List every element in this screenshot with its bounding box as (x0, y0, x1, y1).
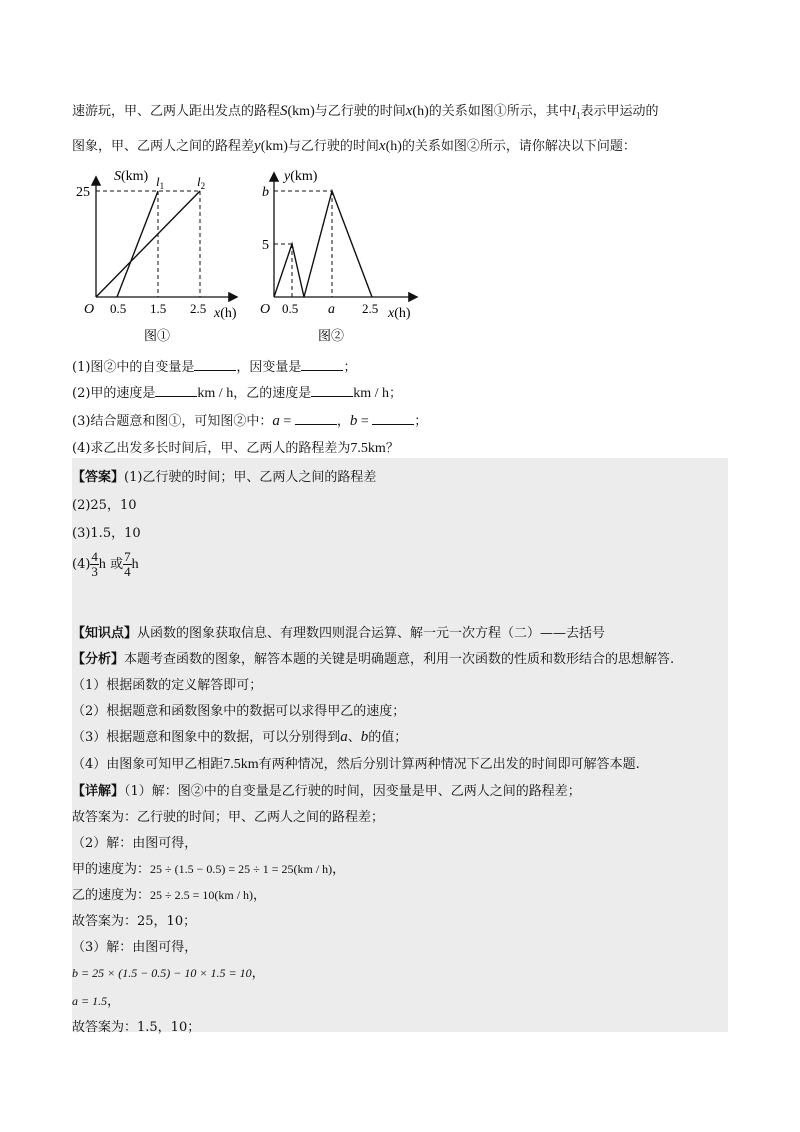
var-s: S (280, 103, 288, 119)
fig2-tick-05: 0.5 (282, 301, 299, 316)
q3-text: ， (336, 414, 350, 429)
var-y: y (254, 138, 261, 154)
q1-text: ，因变量是 (236, 360, 302, 375)
analysis-text: （3）根据题意和图象中的数据，可以分别得到 (72, 730, 341, 745)
distance-value: 7.5km (223, 757, 259, 772)
analysis-text: 有两种情况，然后分别计算两种情况下乙出发的时间即可解答本题. (258, 757, 640, 772)
answer-4-prefix: (4) (72, 557, 91, 572)
detail-line-4 (72, 858, 345, 877)
analysis-text: 的值； (368, 730, 408, 745)
fraction-4-3 (90, 550, 99, 579)
detail-text: ， (251, 966, 265, 981)
answer-1: (1)乙行驶的时间；甲、乙两人之间的路程差 (124, 470, 377, 485)
intro-line-2 (72, 135, 636, 155)
answer-2: (2)25，10 (72, 498, 137, 513)
intro-text: 与乙行驶的时间 (287, 139, 379, 154)
answer-blank (295, 412, 337, 425)
formula-speed-b: 25 ÷ 2.5 = 10(km / h) (150, 888, 254, 902)
q3-text: (3)结合题意和图①，可知图②中： (72, 414, 273, 429)
intro-text: 与乙行驶的时间 (314, 104, 406, 119)
q3-text: ； (414, 414, 428, 429)
answer-3: (3)1.5，10 (72, 526, 141, 541)
fig1-label-l2: $l_2$ (197, 174, 206, 191)
denominator: 4 (124, 564, 131, 579)
analysis-line (72, 648, 674, 667)
fig2-xlabel: x(h) (388, 306, 411, 321)
fig1-xlabel: x(h) (214, 306, 237, 321)
equals-sign: = (279, 414, 295, 429)
equals-sign: = (357, 414, 373, 429)
answer-blank (311, 384, 353, 397)
q4-text: (4)求乙出发多长时间后，甲、乙两人的路程差为 (72, 441, 351, 456)
question-2 (72, 382, 402, 402)
unit-h: h (98, 557, 106, 572)
question-3 (72, 410, 427, 430)
intro-text: 的关系如图①所示，其中 (428, 104, 572, 119)
analysis-label: 【分析】 (72, 652, 125, 667)
question-1 (72, 356, 356, 375)
unit-h: (h) (385, 139, 402, 154)
distance-value: 7.5km (350, 441, 386, 456)
detail-line-3: （2）解：由图可得， (72, 836, 198, 851)
var-b: b (360, 729, 369, 745)
detail-line-8 (72, 962, 265, 981)
question-4 (72, 437, 399, 457)
figure-1 (74, 166, 254, 346)
fig2-ylabel: y(km) (284, 169, 318, 184)
detail-line-7: （3）解：由图可得， (72, 940, 198, 955)
unit-h: (h) (412, 104, 429, 119)
detail-text: 甲的速度为： (72, 862, 151, 877)
q4-text: ？ (385, 441, 399, 456)
q1-text: (1)图②中的自变量是 (72, 360, 195, 375)
answer-blank (301, 358, 343, 371)
detail-line-1 (72, 780, 581, 799)
fig1-ylabel: S(km) (114, 169, 149, 184)
fig2-caption: 图② (318, 329, 345, 344)
formula-a: a = 1.5 (72, 994, 108, 1008)
analysis-point-4 (72, 753, 640, 773)
var-l1-sub: 1 (575, 110, 581, 121)
fig1-tick-25: 25 (76, 185, 90, 200)
answer-blank (372, 412, 414, 425)
intro-text: 表示甲运动的 (580, 104, 659, 119)
denominator: 3 (91, 564, 98, 579)
fraction-7-4 (123, 550, 132, 579)
detail-label: 【详解】 (72, 784, 125, 799)
formula-speed-a: 25 ÷ (1.5 − 0.5) = 25 ÷ 1 = 25(km / h) (150, 862, 333, 876)
separator: 、 (347, 730, 361, 745)
fig1-label-l1: $l_1$ (156, 174, 165, 191)
analysis-point-3 (72, 726, 407, 746)
detail-line-2: 故答案为：乙行驶的时间；甲、乙两人之间的路程差； (72, 810, 385, 825)
fig2-tick-a: a (328, 302, 335, 317)
analysis-text: 本题考查函数的图象，解答本题的关键是明确题意，利用一次函数的性质和数形结合的思想解答. (124, 652, 675, 667)
var-a: a (340, 729, 348, 745)
q2-text: ； (389, 386, 403, 401)
unit-h: h (131, 557, 139, 572)
answer-blank (155, 384, 197, 397)
knowledge-text: 从函数的图象获取信息、有理数四则混合运算、解一元一次方程（二）——去括号 (137, 626, 606, 641)
var-b: b (349, 413, 358, 429)
detail-text: （1）解：图②中的自变量是乙行驶的时间，因变量是甲、乙两人之间的路程差； (124, 784, 581, 799)
analysis-point-1: （1）根据函数的定义解答即可； (72, 678, 263, 693)
fig2-tick-25: 2.5 (362, 301, 379, 316)
detail-line-5 (72, 884, 266, 903)
fig2-tick-5: 5 (262, 238, 269, 253)
fig1-line-l1 (117, 191, 158, 297)
q1-text: ； (343, 360, 357, 375)
var-x: x (405, 103, 413, 119)
detail-text: ， (332, 862, 346, 877)
intro-text: 速游玩，甲、乙两人距出发点的路程 (72, 104, 281, 119)
numerator: 7 (124, 549, 131, 564)
unit-km: (km) (287, 104, 315, 119)
var-a: a (272, 413, 280, 429)
answer-4 (72, 550, 139, 579)
intro-text: 的关系如图②所示，请你解决以下问题： (401, 139, 636, 154)
detail-text: 乙的速度为： (72, 888, 151, 903)
unit-speed: km / h (197, 386, 234, 401)
answer-blank (194, 358, 236, 371)
fig1-tick-25x: 2.5 (190, 301, 207, 316)
formula-b: b = 25 × (1.5 − 0.5) − 10 × 1.5 = 10 (72, 966, 252, 980)
answer-line-1 (72, 466, 376, 485)
fig2-tick-b: b (262, 185, 269, 200)
fig2-origin: O (260, 302, 271, 317)
knowledge-label: 【知识点】 (72, 626, 138, 641)
detail-line-10: 故答案为：1.5，10； (72, 1020, 201, 1035)
fig1-origin: O (84, 302, 95, 317)
fig1-caption: 图① (144, 329, 171, 344)
analysis-text: （4）由图象可知甲乙相距 (72, 757, 224, 772)
fig1-tick-05: 0.5 (110, 301, 127, 316)
q2-text: (2)甲的速度是 (72, 386, 156, 401)
unit-speed: km / h (353, 386, 389, 401)
q2-text: ，乙的速度是 (233, 386, 312, 401)
fig1-line-l2 (96, 191, 200, 297)
var-x: x (378, 138, 386, 154)
detail-line-9 (72, 990, 120, 1009)
fig1-tick-15: 1.5 (150, 301, 167, 316)
detail-line-6: 故答案为：25，10； (72, 914, 197, 929)
knowledge-line (72, 622, 605, 641)
detail-text: ， (107, 994, 121, 1009)
intro-line-1 (72, 100, 658, 121)
answer-label: 【答案】 (72, 470, 125, 485)
detail-text: ， (253, 888, 267, 903)
numerator: 4 (91, 549, 98, 564)
var-l1: l (571, 103, 576, 119)
unit-km: (km) (260, 139, 288, 154)
analysis-point-2: （2）根据题意和函数图象中的数据可以求得甲乙的速度； (72, 704, 406, 719)
figure-2 (254, 166, 434, 346)
intro-text: 图象，甲、乙两人之间的路程差 (72, 139, 255, 154)
or-text: 或 (110, 557, 124, 572)
